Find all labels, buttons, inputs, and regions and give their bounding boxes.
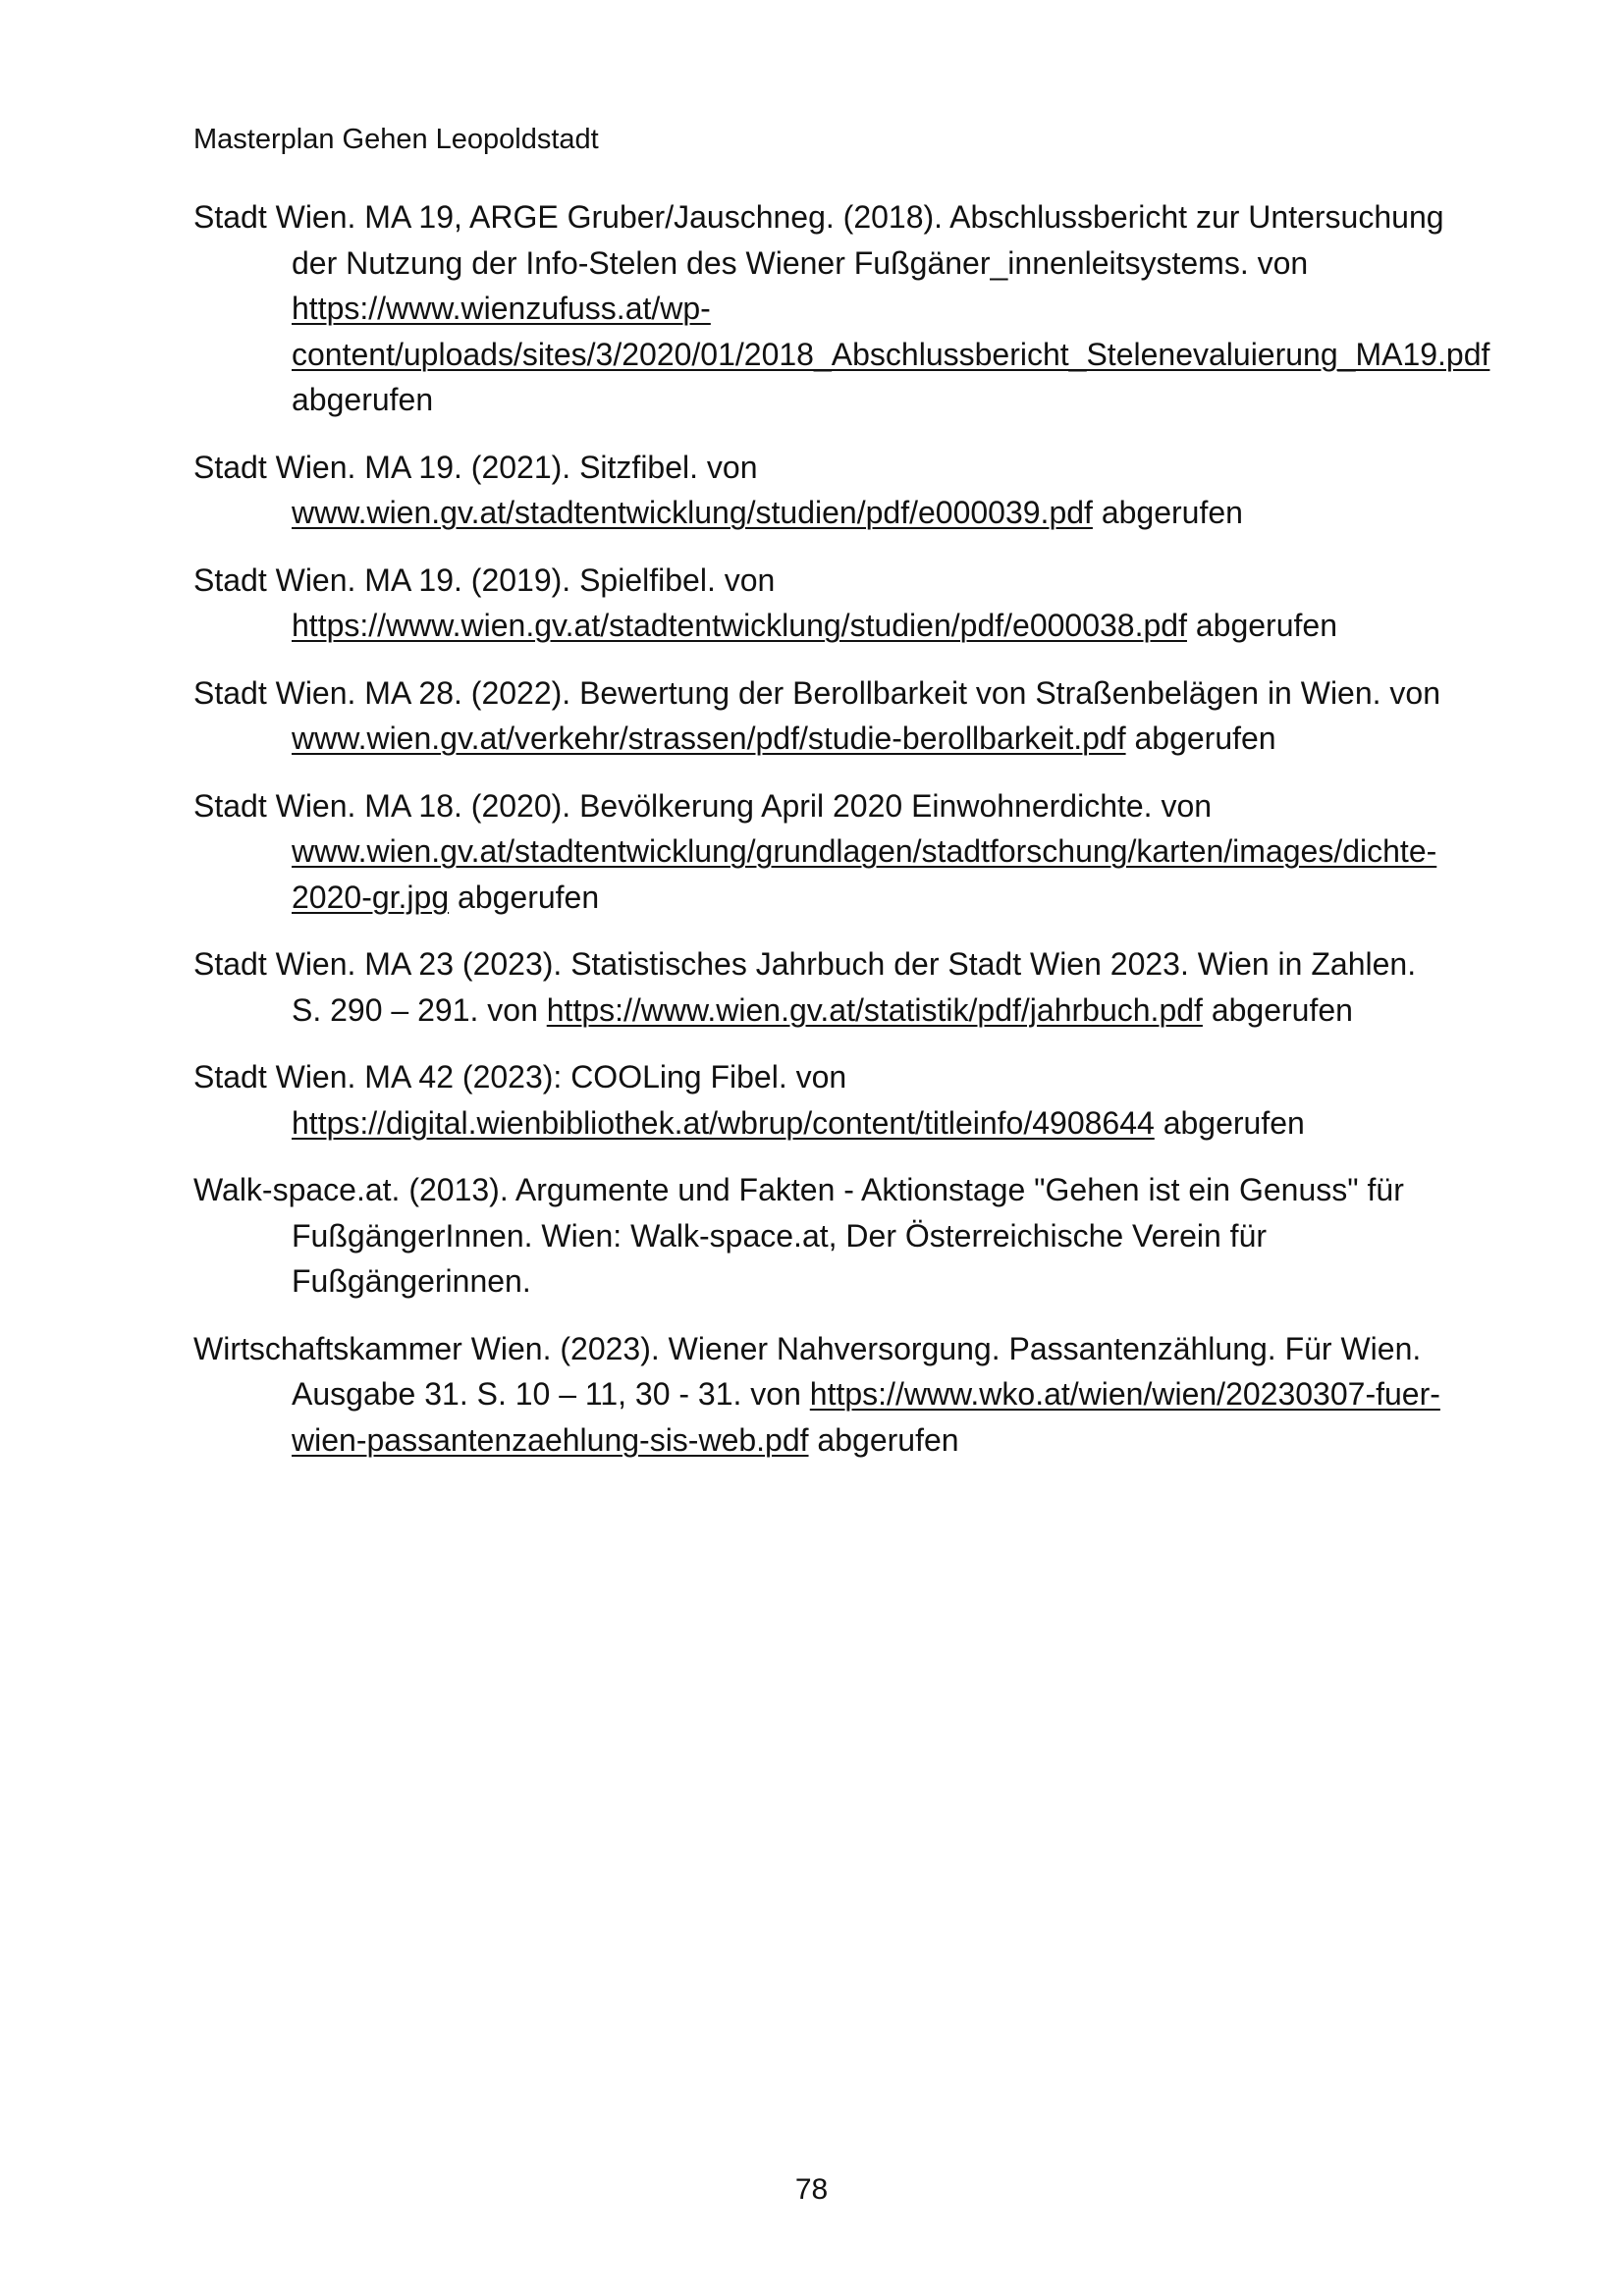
- page-number: 78: [794, 2173, 829, 2206]
- reference-entry: [193, 1054, 1450, 1146]
- reference-entry: [193, 783, 1450, 921]
- reference-link[interactable]: https://www.wien.gv.at/stadtentwicklung/studien/pdf/e000038.pdf: [292, 608, 1187, 643]
- reference-text: Walk-space.at. (2013). Argumente und Fakten - Aktionstage "Gehen ist ein Genuss" für FußgängerInnen. Wien: Walk-space.at, Der Österreichische Verein für Fußgängerinnen.: [193, 1172, 1404, 1299]
- reference-suffix: abgerufen: [808, 1421, 959, 1458]
- reference-text: Wirtschaftskammer Wien. (2023). Wiener Nahversorgung. Passantenzählung. Für Wien. Ausgabe 31. S. 10 – 11, 30 - 31. von: [193, 1330, 1422, 1412]
- reference-entry: [193, 670, 1450, 762]
- page-header: Masterplan Gehen Leopoldstadt: [193, 124, 599, 155]
- reference-entry: [193, 445, 1450, 536]
- reference-text: Stadt Wien. MA 19. (2021). Sitzfibel. von: [193, 449, 758, 485]
- reference-text: Stadt Wien. MA 28. (2022). Bewertung der Berollbarkeit von Straßenbelägen in Wien. von: [193, 674, 1441, 711]
- reference-entry: [193, 1167, 1450, 1305]
- reference-link[interactable]: https://www.wien.gv.at/statistik/pdf/jahrbuch.pdf: [546, 991, 1203, 1028]
- reference-link[interactable]: www.wien.gv.at/stadtentwicklung/grundlagen/stadtforschung/karten/images/dichte-2020-gr.jpg: [292, 833, 1437, 915]
- reference-suffix: abgerufen: [292, 382, 434, 417]
- reference-suffix: abgerufen: [1186, 608, 1337, 643]
- reference-text: Stadt Wien. MA 19. (2019). Spielfibel. von: [193, 561, 776, 598]
- reference-entry: [193, 941, 1450, 1033]
- reference-text: Stadt Wien. MA 42 (2023): COOLing Fibel. von: [193, 1059, 847, 1095]
- reference-link[interactable]: www.wien.gv.at/stadtentwicklung/studien/pdf/e000039.pdf: [292, 495, 1093, 530]
- reference-suffix: abgerufen: [449, 879, 600, 915]
- reference-entry: [193, 194, 1490, 423]
- reference-link[interactable]: https://digital.wienbibliothek.at/wbrup/content/titleinfo/4908644: [292, 1104, 1155, 1141]
- reference-entry: [193, 558, 1450, 649]
- reference-link[interactable]: https://www.wko.at/wien/wien/20230307-fuer-wien-passantenzaehlung-sis-web.pdf: [292, 1376, 1440, 1458]
- reference-suffix: abgerufen: [1125, 721, 1276, 756]
- reference-suffix: abgerufen: [1154, 1104, 1305, 1141]
- reference-entry: [193, 1326, 1450, 1464]
- reference-link[interactable]: www.wien.gv.at/verkehr/strassen/pdf/studie-berollbarkeit.pdf: [292, 721, 1126, 756]
- reference-suffix: abgerufen: [1092, 495, 1243, 530]
- reference-text: Stadt Wien. MA 23 (2023). Statistisches Jahrbuch der Stadt Wien 2023. Wien in Zahlen. S. 290 – 291. von: [193, 946, 1417, 1028]
- reference-text: Stadt Wien. MA 18. (2020). Bevölkerung April 2020 Einwohnerdichte. von: [193, 787, 1213, 824]
- reference-suffix: abgerufen: [1202, 991, 1353, 1028]
- reference-link[interactable]: https://www.wienzufuss.at/wp-content/uploads/sites/3/2020/01/2018_Abschlussbericht_Stelenevaluierung_MA19.pdf: [292, 291, 1490, 372]
- reference-text: Stadt Wien. MA 19, ARGE Gruber/Jauschneg. (2018). Abschlussbericht zur Untersuchung der Nutzung der Info-Stelen des Wiener Fußgäner_innenleitsystems. von: [193, 199, 1444, 281]
- reference-list: [193, 194, 1490, 1484]
